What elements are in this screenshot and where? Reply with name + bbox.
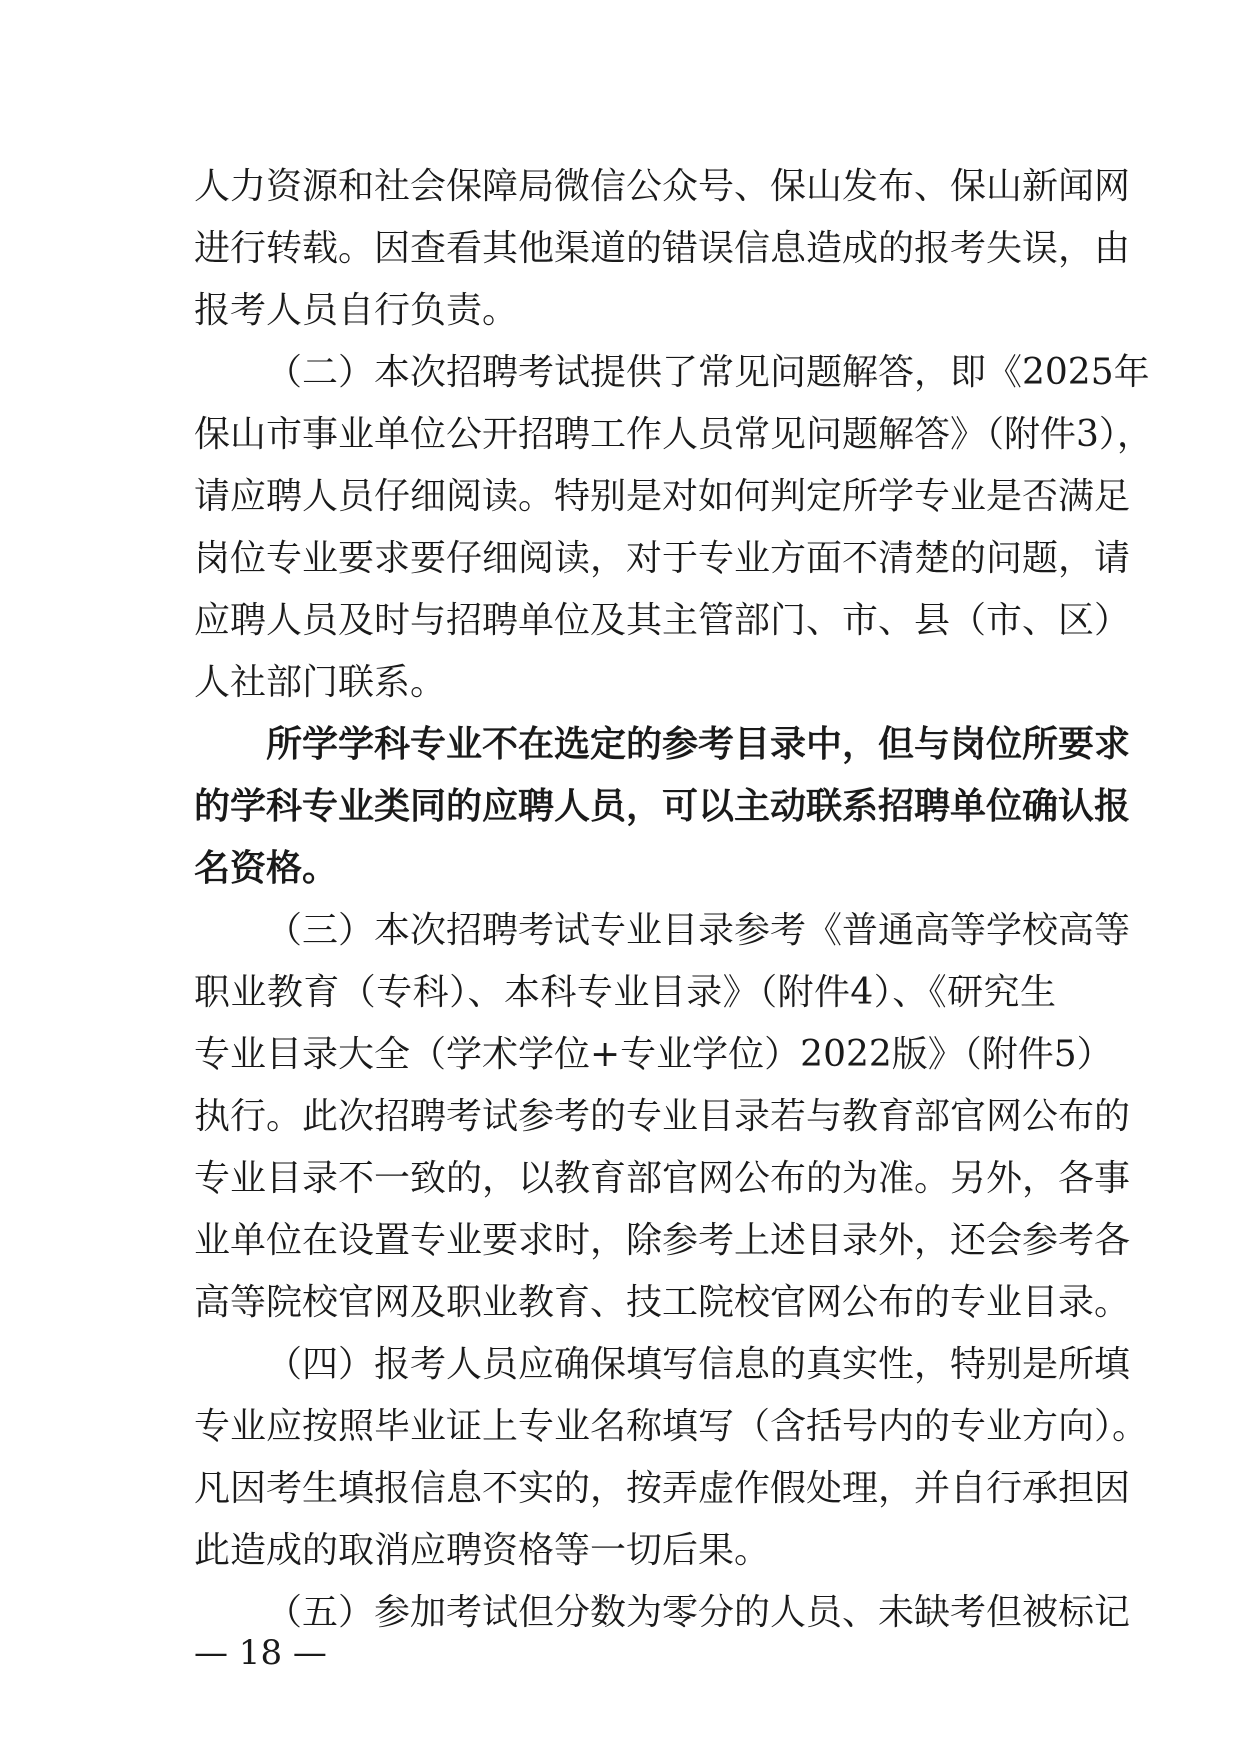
text-line-14: 职业教育（专科）、本科专业目录》（附件4）、《研究生: [194, 972, 1056, 1013]
page-number: — 18 —: [194, 1633, 327, 1673]
text-line-17: 专业目录不一致的，以教育部官网公布的为准。另外，各事: [194, 1158, 1131, 1199]
text-line-16: 执行。此次招聘考试参考的专业目录若与教育部官网公布的: [194, 1096, 1131, 1137]
text-line-22: 凡因考生填报信息不实的，按弄虚作假处理，并自行承担因: [194, 1468, 1131, 1509]
text-line-13: （三）本次招聘考试专业目录参考《普通高等学校高等: [266, 910, 1131, 951]
bold-line-2: 的学科专业类同的应聘人员，可以主动联系招聘单位确认报: [194, 786, 1131, 827]
text-line-19: 高等院校官网及职业教育、技工院校官网公布的专业目录。: [194, 1282, 1131, 1323]
text-line-23: 此造成的取消应聘资格等一切后果。: [194, 1530, 771, 1571]
text-line-6: 请应聘人员仔细阅读。特别是对如何判定所学专业是否满足: [194, 476, 1131, 517]
text-line-9: 人社部门联系。: [194, 662, 447, 703]
text-line-20: （四）报考人员应确保填写信息的真实性，特别是所填: [266, 1344, 1131, 1385]
text-line-1: 人力资源和社会保障局微信公众号、保山发布、保山新闻网: [194, 166, 1131, 207]
bold-line-3: 名资格。: [194, 848, 339, 889]
text-line-21: 专业应按照毕业证上专业名称填写（含括号内的专业方向）。: [194, 1406, 1149, 1447]
bold-line-1: 所学学科专业不在选定的参考目录中，但与岗位所要求: [266, 724, 1131, 765]
text-line-3: 报考人员自行负责。: [194, 290, 519, 331]
text-line-4: （二）本次招聘考试提供了常见问题解答，即《2025年: [266, 352, 1150, 393]
text-line-2: 进行转载。因查看其他渠道的错误信息造成的报考失误，由: [194, 228, 1131, 269]
text-line-18: 业单位在设置专业要求时，除参考上述目录外，还会参考各: [194, 1220, 1131, 1261]
text-line-24: （五）参加考试但分数为零分的人员、未缺考但被标记: [266, 1592, 1131, 1633]
text-line-15: 专业目录大全（学术学位+专业学位）2022版》（附件5）: [194, 1034, 1113, 1075]
text-line-5: 保山市事业单位公开招聘工作人员常见问题解答》（附件3），: [194, 414, 1153, 455]
text-line-7: 岗位专业要求要仔细阅读，对于专业方面不清楚的问题，请: [194, 538, 1131, 579]
text-line-8: 应聘人员及时与招聘单位及其主管部门、市、县（市、区）: [194, 600, 1131, 641]
